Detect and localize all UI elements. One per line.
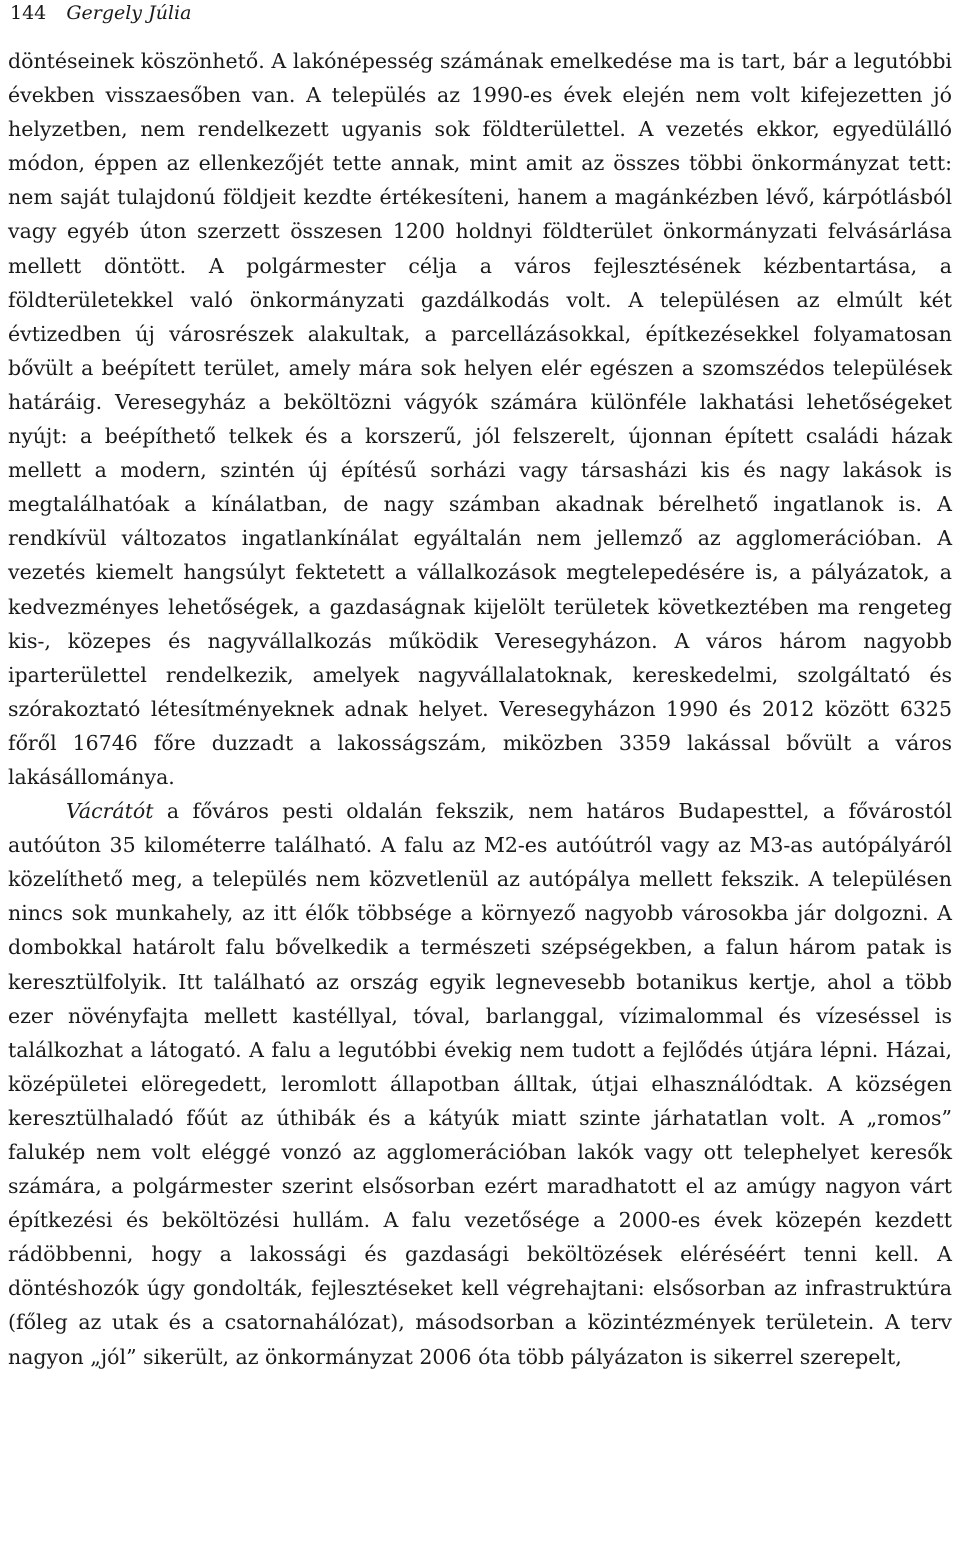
running-header <box>10 0 191 26</box>
paragraph-veresegyhaz <box>8 44 952 794</box>
paragraph-text: döntéseinek köszönhető. A lakónépesség számának emelkedése ma is tart, bár a legutóbbi években visszaesőben van. A település az 1990-es évek elején nem volt kifejezetten jó helyzetben, nem rendelkezett ugyanis sok földterülettel. A vezetés ekkor, egyedülálló módon, éppen az ellenkezőjét tette annak, mint amit az összes többi önkormányzat tett: nem saját tulajdonú földjeit kezdte értékesíteni, hanem a magánkézben lévő, kárpótlásból vagy egyéb úton szerzett összesen 1200 holdnyi földterület önkormányzati felvásárlása mellett döntött. A polgármester célja a város fejlesztésének kézbentartása, a földterületekkel való önkormányzati gazdálkodás volt. A településen az elmúlt két évtizedben új városrészek alakultak, a parcellázásokkal, építkezésekkel folyamatosan bővült a beépített terület, amely mára sok helyen elér egészen a szomszédos települések határáig. Veresegyház a beköltözni vágyók számára különféle lakhatási lehetőségeket nyújt: a beépíthető telkek és a korszerű, jól felszerelt, újonnan épített családi házak mellett a modern, szintén új építésű sorházi vagy társasházi kis és nagy lakások is megtalálhatóak a kínálatban, de nagy számban akadnak bérelhető ingatlanok is. A rendkívül változatos ingatlankínálat egyáltalán nem jellemző az agglomerációban. A vezetés kiemelt hangsúlyt fektetett a vállalkozások megtelepedésére is, a pályázatok, a kedvezményes lehetőségek, a gazdaságnak kijelölt területek következtében ma rengeteg kis-, közepes és nagyvállalkozás működik Veresegyházon. A város három nagyobb iparterülettel rendelkezik, amelyek nagyvállalatoknak, kereskedelmi, szolgáltató és szórakoztató létesítményeknek adnak helyet. Veresegyházon 1990 és 2012 között 6325 főről 16746 főre duzzadt a lakosságszám, miközben 3359 lakással bővült a város lakásállománya. <box>8 49 952 789</box>
place-name-italic: Vácrátót <box>66 799 154 824</box>
paragraph-vacratot <box>8 794 952 1374</box>
body-text <box>8 44 952 1374</box>
paragraph-text: a főváros pesti oldalán fekszik, nem határos Budapesttel, a fővárostól autóúton 35 kilométerre található. A falu az M2-es autóútról vagy az M3-as autópályáról közelíthető meg, a település nem közvetlenül az autópálya mellett fekszik. A településen nincs sok munkahely, az itt élők többsége a környező nagyobb városokba jár dolgozni. A dombokkal határolt falu bővelkedik a természeti szépségekben, a falun három patak is keresztülfolyik. Itt található az ország egyik legnevesebb botanikus kertje, ahol a több ezer növényfajta mellett kastéllyal, tóval, barlanggal, vízimalommal és vízeséssel is találkozhat a látogató. A falu a legutóbbi évekig nem tudott a fejlődés útjára lépni. Házai, középületei elöregedett, leromlott állapotban álltak, útjai elhasználódtak. A községen keresztülhaladó főút az úthibák és a kátyúk miatt szinte járhatatlan volt. A „romos” falukép nem volt eléggé vonzó az agglomerációban lakók vagy ott telephelyet keresők számára, a polgármester szerint elsősorban ezért maradhatott el az amúgy nagyon várt építkezési és beköltözési hullám. A falu vezetősége a 2000-es évek közepén kezdett rádöbbenni, hogy a lakossági és gazdasági beköltözések eléréséért tenni kell. A döntéshozók úgy gondolták, fejlesztéseket kell végrehajtani: elsősorban az infrastruktúra (főleg az utak és a csatornahálózat), másodsorban a közintézmények területein. A terv nagyon „jól” sikerült, az önkormányzat 2006 óta több pályázaton is sikerrel szerepelt, <box>8 799 952 1369</box>
running-author: Gergely Júlia <box>66 2 192 24</box>
page-number: 144 <box>10 2 47 24</box>
